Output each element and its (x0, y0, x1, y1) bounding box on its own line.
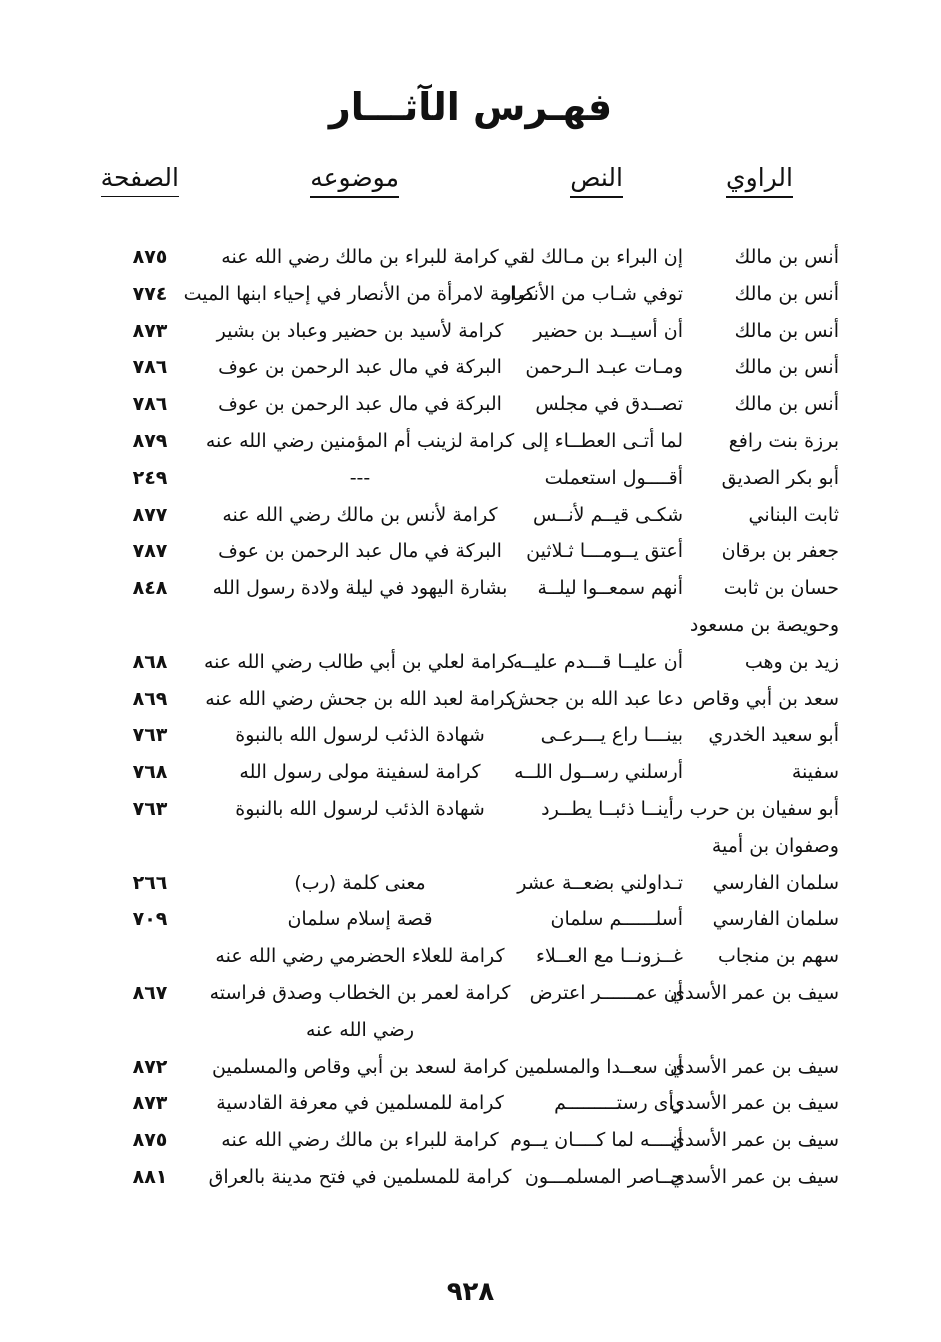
text-cell: رأينــا ذئبــا يطــرد (541, 797, 683, 820)
subject-cell: معنى كلمة (رب) (294, 871, 426, 894)
table-row (0, 1122, 941, 1159)
page-cell: ٨٧٣ (132, 319, 168, 342)
text-cell: بينـــا راع يـــرعـى (540, 724, 683, 747)
text-cell: أنهم سمعــوا ليلــة (537, 577, 683, 600)
subject-cell: كرامة لأنس بن مالك رضي الله عنه (222, 503, 498, 526)
table-row (0, 349, 941, 386)
subject-cell: البركة في مال عبد الرحمن بن عوف (218, 393, 502, 416)
table-row (0, 497, 941, 534)
narrator-cell: حسان بن ثابت (723, 577, 839, 600)
table-row (0, 791, 941, 828)
subject-cell: كرامة لامرأة من الأنصار في إحياء ابنها الميت (183, 282, 535, 305)
page-cell: ٨٦٨ (132, 650, 168, 673)
text-cell: حــاصر المسلمـــون (524, 1165, 683, 1188)
subject-cell: كرامة لسفينة مولى رسول الله (239, 761, 481, 784)
text-cell: أن عليــا قـــدم عليــه (513, 650, 683, 673)
table-row (0, 717, 941, 754)
text-cell: تصــدق في مجلس (535, 393, 683, 416)
table-row (0, 1012, 941, 1049)
table-row (0, 313, 941, 350)
text-cell: دعا عبد الله بن جحش (510, 687, 683, 710)
subject-cell: كرامة لعمر بن الخطاب وصدق فراسته (209, 981, 511, 1004)
narrator-cell: سيف بن عمر الأسدي (670, 1165, 839, 1188)
narrator-cell: سعد بن أبي وقاص (692, 687, 839, 710)
page-cell: ٨٧٢ (132, 1055, 168, 1078)
table-row (0, 1085, 941, 1122)
narrator-cell: جعفر بن برقان (721, 540, 839, 563)
text-cell: أعتق يــومـــا ثـلاثين (526, 540, 683, 563)
table-row (0, 901, 941, 938)
page-cell: ٨٨١ (132, 1165, 168, 1188)
subject-cell: بشارة اليهود في ليلة ولادة رسول الله (212, 577, 508, 600)
subject-cell: كرامة للمسلمين في فتح مدينة بالعراق (208, 1165, 512, 1188)
table-row (0, 644, 941, 681)
narrator-cell: أنس بن مالك (734, 393, 839, 416)
narrator-cell: زيد بن وهب (744, 650, 839, 673)
page-cell: ٨٧٩ (132, 429, 168, 452)
column-header-page: الصفحة (101, 163, 179, 197)
table-row (0, 460, 941, 497)
narrator-cell: سيف بن عمر الأسدي (670, 1055, 839, 1078)
narrator-cell: وحويصة بن مسعود (689, 613, 839, 636)
subject-cell: كرامة للمسلمين في معرفة القادسية (216, 1092, 504, 1115)
page-cell: ٨٤٨ (132, 577, 168, 600)
narrator-cell: أنس بن مالك (734, 319, 839, 342)
table-row (0, 938, 941, 975)
narrator-cell: سيف بن عمر الأسدي (670, 1092, 839, 1115)
subject-cell: البركة في مال عبد الرحمن بن عوف (218, 540, 502, 563)
page-cell: ٧٠٩ (132, 908, 168, 931)
table-row (0, 607, 941, 644)
table-row (0, 1159, 941, 1196)
subject-cell: كرامة لأسيد بن حضير وعباد بن بشير (216, 319, 504, 342)
subject-cell: كرامة للعلاء الحضرمي رضي الله عنه (215, 945, 505, 968)
subject-cell: البركة في مال عبد الرحمن بن عوف (218, 356, 502, 379)
text-cell: توفي شـاب من الأنصار (502, 282, 683, 305)
narrator-cell: وصفوان بن أمية (711, 834, 839, 857)
text-cell: أرسلني رســول اللــه (514, 761, 683, 784)
text-cell: إن البراء بن مـالك لقي (503, 246, 683, 268)
page-cell: ٨٧٣ (132, 1092, 168, 1115)
page-cell: ٨٧٥ (132, 246, 168, 268)
text-cell: لما أتـى العطــاء إلى (521, 429, 683, 452)
subject-cell: شهادة الذئب لرسول الله بالنبوة (235, 724, 485, 747)
table-row (0, 533, 941, 570)
narrator-cell: سلمان الفارسي (712, 871, 839, 894)
table-row (0, 975, 941, 1012)
subject-cell: قصة إسلام سلمان (287, 908, 433, 931)
page-cell: ٧٦٣ (132, 797, 168, 820)
page-number: ٩٢٨ (446, 1277, 495, 1307)
narrator-cell: سلمان الفارسي (712, 908, 839, 931)
page-cell: ٨٧٥ (132, 1129, 168, 1152)
narrator-cell: أنس بن مالك (734, 356, 839, 379)
table-row (0, 386, 941, 423)
narrator-cell: أنس بن مالك (734, 246, 839, 268)
page-cell: ٨٧٧ (132, 503, 168, 526)
page-cell: ٨٦٩ (132, 687, 168, 710)
text-cell: أن عمــــــر اعترض (529, 981, 683, 1004)
page-cell: ٧٧٤ (132, 282, 168, 305)
page-cell: ٢٦٦ (132, 871, 168, 894)
subject-cell: كرامة لعلي بن أبي طالب رضي الله عنه (204, 650, 516, 673)
page-cell: ٧٦٨ (132, 761, 168, 784)
subject-cell: كرامة لعبد الله بن جحش رضي الله عنه (205, 687, 515, 710)
subject-cell: شهادة الذئب لرسول الله بالنبوة (235, 797, 485, 820)
text-cell: تـداولني بضعــة عشر (517, 871, 683, 894)
subject-cell: كرامة للبراء بن مالك رضي الله عنه (221, 1129, 499, 1152)
text-cell: أنــــه لما كــــان يــوم (510, 1129, 683, 1152)
narrator-cell: برزة بنت رافع (728, 429, 839, 452)
text-cell: أقــــول استعملت (544, 466, 683, 489)
text-cell: أن أسيــد بن حضير (533, 319, 683, 342)
table-row (0, 865, 941, 902)
narrator-cell: سيف بن عمر الأسدي (670, 1129, 839, 1152)
subject-cell: كرامة لسعد بن أبي وقاص والمسلمين (211, 1055, 509, 1078)
table-row (0, 570, 941, 607)
table-row (0, 754, 941, 791)
subject-cell: كرامة لزينب أم المؤمنين رضي الله عنه (205, 429, 515, 452)
page-cell: ٨٦٧ (132, 981, 168, 1004)
text-cell: ومـات عبـد الـرحمن (525, 356, 683, 379)
subject-cell: كرامة للبراء بن مالك رضي الله عنه (221, 246, 499, 268)
narrator-cell: سيف بن عمر الأسدي (670, 981, 839, 1004)
text-cell: شكـى قيــم لأنــس (533, 503, 683, 526)
column-header-narrator: الراوي (726, 163, 793, 198)
table-row (0, 681, 941, 718)
narrator-cell: سفينة (791, 761, 839, 784)
column-header-subject: موضوعه (310, 163, 399, 198)
table-row (0, 1049, 941, 1086)
page-cell: ٧٨٧ (132, 540, 168, 563)
text-cell: أن سعــدا والمسلمين (514, 1055, 683, 1078)
table-row (0, 423, 941, 460)
index-table (0, 239, 941, 1196)
narrator-cell: ثابت البناني (748, 503, 839, 526)
narrator-cell: أبو بكر الصديق (721, 466, 839, 489)
page-cell: ٢٤٩ (132, 466, 168, 489)
table-row (0, 276, 941, 313)
page-title: فهـرس الآثـــار (328, 85, 613, 129)
table-row (0, 239, 941, 276)
column-header-text: النص (570, 163, 623, 198)
text-cell: رأى رستـــــــــم (554, 1092, 683, 1115)
narrator-cell: سهم بن منجاب (717, 945, 839, 968)
table-row (0, 828, 941, 865)
page-cell: ٧٨٦ (132, 393, 168, 416)
page-cell: ٧٨٦ (132, 356, 168, 379)
subject-cell: --- (349, 466, 371, 489)
subject-cell: رضي الله عنه (305, 1018, 415, 1041)
text-cell: أسلــــــم سلمان (550, 908, 683, 931)
narrator-cell: أنس بن مالك (734, 282, 839, 305)
page-cell: ٧٦٣ (132, 724, 168, 747)
narrator-cell: أبو سعيد الخدري (708, 724, 839, 747)
text-cell: غــزونــا مع العــلاء (536, 945, 683, 968)
narrator-cell: أبو سفيان بن حرب (689, 797, 839, 820)
